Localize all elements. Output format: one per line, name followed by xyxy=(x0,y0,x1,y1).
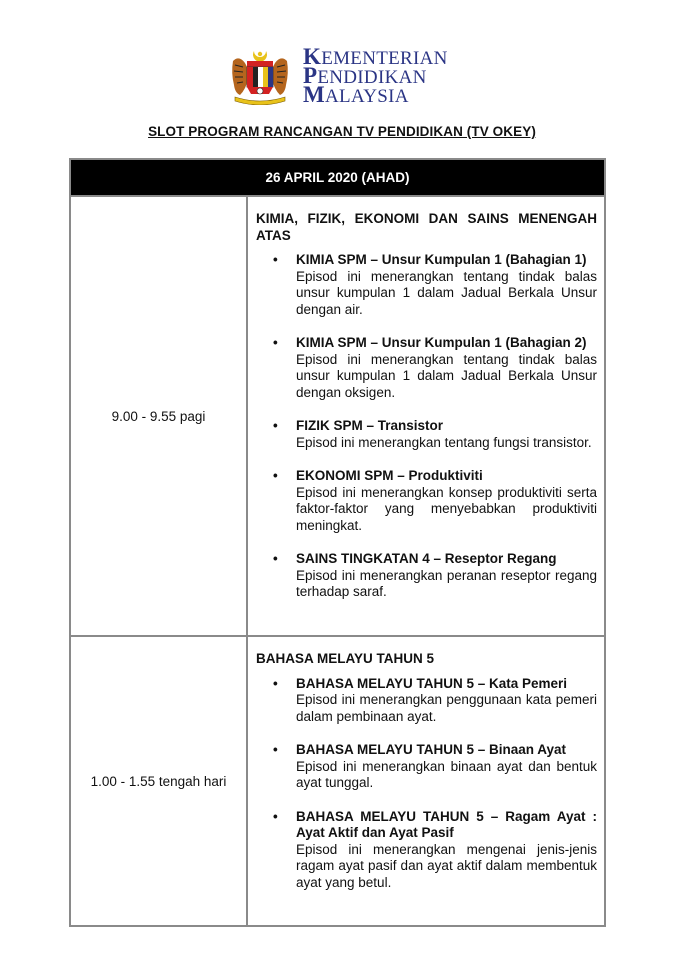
program-cell xyxy=(247,196,605,636)
list-item xyxy=(256,676,597,726)
ministry-name xyxy=(303,43,448,107)
list-item xyxy=(256,252,597,318)
episode-title: FIZIK SPM – Transistor xyxy=(296,418,444,433)
ministry-name-line-2-initial: P xyxy=(303,62,318,88)
page-title: SLOT PROGRAM RANCANGAN TV PENDIDIKAN (TV OKEY) xyxy=(148,124,536,139)
time-slot: 9.00 - 9.55 pagi xyxy=(70,196,247,636)
bullet-icon: • xyxy=(273,551,278,566)
episode-description: Episod ini menerangkan tentang tindak balas unsur kumpulan 1 dalam Jadual Berkala Unsur dengan oksigen. xyxy=(296,351,598,400)
episode-title: KIMIA SPM – Unsur Kumpulan 1 (Bahagian 2) xyxy=(296,335,587,350)
malaysia-coat-of-arms-icon xyxy=(229,47,291,105)
episode-description: Episod ini menerangkan tentang fungsi transistor. xyxy=(296,434,592,450)
ministry-name-line-3-rest: ALAYSIA xyxy=(325,85,409,107)
bullet-icon: • xyxy=(273,335,278,350)
bullet-icon: • xyxy=(273,675,278,691)
date-heading: 26 APRIL 2020 (AHAD) xyxy=(70,159,605,196)
bullet-icon: • xyxy=(273,418,278,433)
episode-title: EKONOMI SPM – Produktiviti xyxy=(296,468,483,483)
episode-description: Episod ini menerangkan tentang tindak balas unsur kumpulan 1 dalam Jadual Berkala Unsur dengan air. xyxy=(296,268,598,317)
ministry-name-line-1-initial: K xyxy=(303,43,322,69)
time-slot: 1.00 - 1.55 tengah hari xyxy=(70,636,247,926)
list-item xyxy=(256,335,597,401)
ministry-logo xyxy=(229,43,448,107)
episode-description: Episod ini menerangkan penggunaan kata pemeri dalam pembinaan ayat. xyxy=(296,692,598,724)
ministry-name-line-1 xyxy=(303,43,448,69)
list-item xyxy=(256,468,597,534)
episode-description: Episod ini menerangkan konsep produktiviti serta faktor-faktor yang menyebabkan produktiviti meningkat. xyxy=(296,484,598,533)
program-cell xyxy=(247,636,605,926)
list-item xyxy=(256,742,597,792)
episode-title: BAHASA MELAYU TAHUN 5 – Ragam Ayat : Ayat Aktif dan Ayat Pasif xyxy=(296,808,598,840)
ministry-name-line-3-initial: M xyxy=(303,81,326,107)
list-item xyxy=(256,418,597,451)
list-item xyxy=(256,551,597,601)
episode-title: SAINS TINGKATAN 4 – Reseptor Regang xyxy=(296,551,557,566)
ministry-name-line-1-rest: EMENTERIAN xyxy=(321,47,448,69)
episode-title: BAHASA MELAYU TAHUN 5 – Binaan Ayat xyxy=(296,742,567,757)
episode-title: BAHASA MELAYU TAHUN 5 – Kata Pemeri xyxy=(296,675,568,691)
episode-list xyxy=(256,252,597,601)
episode-list xyxy=(256,676,597,892)
bullet-icon: • xyxy=(273,742,278,757)
episode-title: KIMIA SPM – Unsur Kumpulan 1 (Bahagian 1) xyxy=(296,252,587,267)
section-heading: BAHASA MELAYU TAHUN 5 xyxy=(256,651,435,666)
section-heading: KIMIA, FIZIK, EKONOMI DAN SAINS MENENGAH ATAS xyxy=(256,211,598,243)
table-row xyxy=(70,196,605,636)
table-row xyxy=(70,636,605,926)
episode-description: Episod ini menerangkan peranan reseptor regang terhadap saraf. xyxy=(296,567,598,599)
list-item xyxy=(256,809,597,892)
bullet-icon: • xyxy=(273,252,278,267)
ministry-name-line-3 xyxy=(303,81,448,107)
bullet-icon: • xyxy=(273,468,278,483)
episode-description: Episod ini menerangkan binaan ayat dan bentuk ayat tunggal. xyxy=(296,758,598,790)
episode-description: Episod ini menerangkan mengenai jenis-jenis ragam ayat pasif dan ayat aktif dalam membentuk ayat yang betul. xyxy=(296,841,598,890)
bullet-icon: • xyxy=(273,808,278,824)
schedule-table xyxy=(69,158,606,927)
ministry-name-line-2-rest: ENDIDIKAN xyxy=(317,66,427,88)
